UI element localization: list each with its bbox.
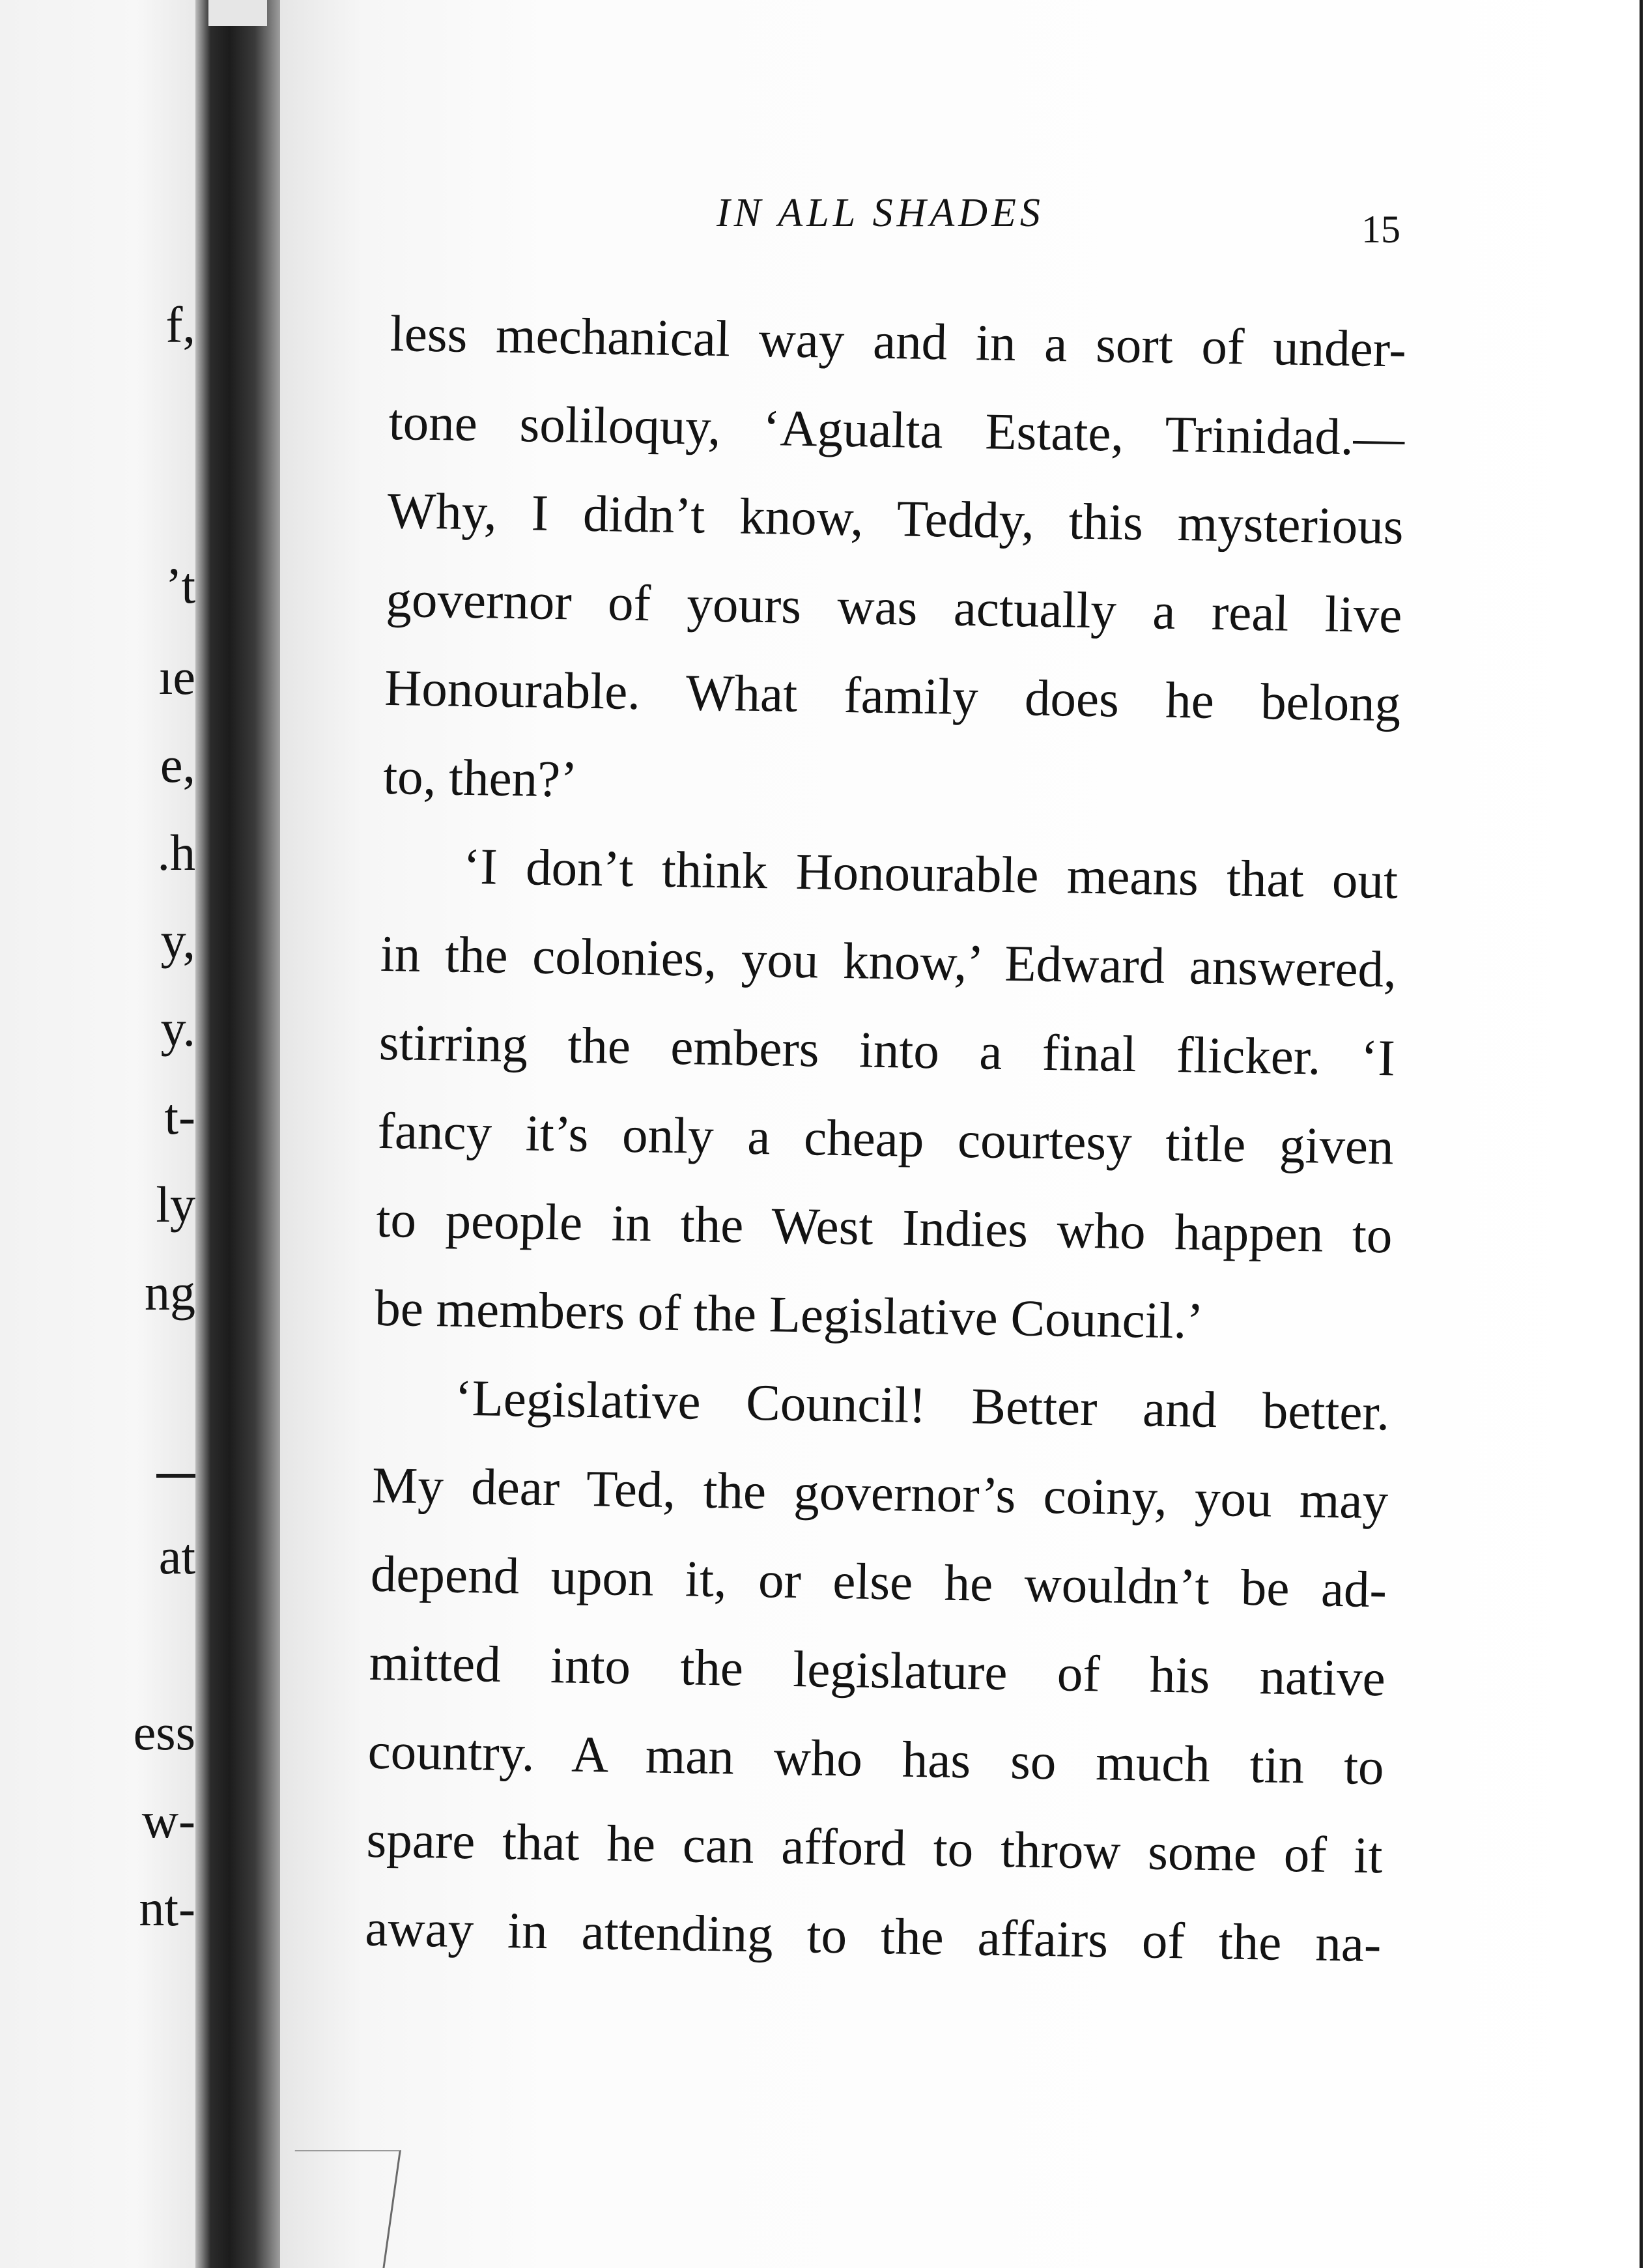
text-line: governor of yours was actually a real live <box>385 571 1403 644</box>
text-line: stirring the embers into a final flicker. ‘I <box>378 1014 1396 1087</box>
facing-page-line-end: at <box>158 1528 195 1585</box>
facing-page-line-end: ’t <box>165 557 195 614</box>
text-line: to, then?’ <box>382 748 578 809</box>
body-text <box>364 290 1406 1989</box>
book-gutter <box>195 0 280 2268</box>
text-line: My dear Ted, the governor’s coiny, you may <box>371 1457 1389 1530</box>
facing-page-line-end: nt- <box>139 1880 195 1936</box>
text-line: Honourable. What family does he belong <box>384 659 1401 733</box>
facing-page-line-end: ng <box>145 1264 195 1321</box>
facing-page-line-end: .h <box>157 824 195 881</box>
text-line: be members of the Legislative Council.’ <box>374 1280 1204 1350</box>
page-number: 15 <box>1361 208 1400 251</box>
facing-page-rule <box>156 1474 195 1478</box>
text-line: less mechanical way and in a sort of under- <box>390 305 1407 379</box>
facing-page-line-end: t- <box>164 1088 195 1145</box>
gutter-highlight <box>208 0 267 26</box>
facing-page-line-end: w- <box>141 1792 195 1848</box>
page-edge <box>1640 0 1643 2268</box>
text-line: ‘Legislative Council! Better and better. <box>454 1370 1390 1442</box>
paper-tear <box>278 2150 401 2268</box>
text-line: fancy it’s only a cheap courtesy title given <box>377 1102 1395 1176</box>
facing-page-line-end: ess <box>133 1704 195 1760</box>
running-head: IN ALL SHADES <box>717 191 1044 235</box>
text-line: Why, I didn’t know, Teddy, this mysterious <box>386 482 1404 556</box>
facing-page <box>0 0 195 2268</box>
facing-page-line-end: y, <box>160 912 195 969</box>
text-line: depend upon it, or else he wouldn’t be ad- <box>370 1545 1387 1619</box>
text-line: to people in the West Indies who happen to <box>375 1191 1393 1265</box>
text-line: mitted into the legislature of his native <box>369 1634 1386 1708</box>
text-line: spare that he can afford to throw some of it <box>365 1811 1384 1885</box>
facing-page-line-end: ly <box>156 1176 195 1233</box>
text-line: tone soliloquy, ‘Agualta Estate, Trinidad.— <box>388 394 1406 467</box>
text-line: country. A man who has so much tin to <box>367 1723 1385 1796</box>
facing-page-line-end: ıe <box>158 648 195 705</box>
facing-page-line-end: f, <box>165 296 195 353</box>
facing-page-line-end: e, <box>160 736 195 793</box>
text-line: away in attending to the affairs of the na- <box>364 1900 1382 1974</box>
text-line: in the colonies, you know,’ Edward answered, <box>380 925 1397 999</box>
text-line: ‘I don’t think Honourable means that out <box>462 838 1399 910</box>
facing-page-line-end: y. <box>160 1000 195 1057</box>
